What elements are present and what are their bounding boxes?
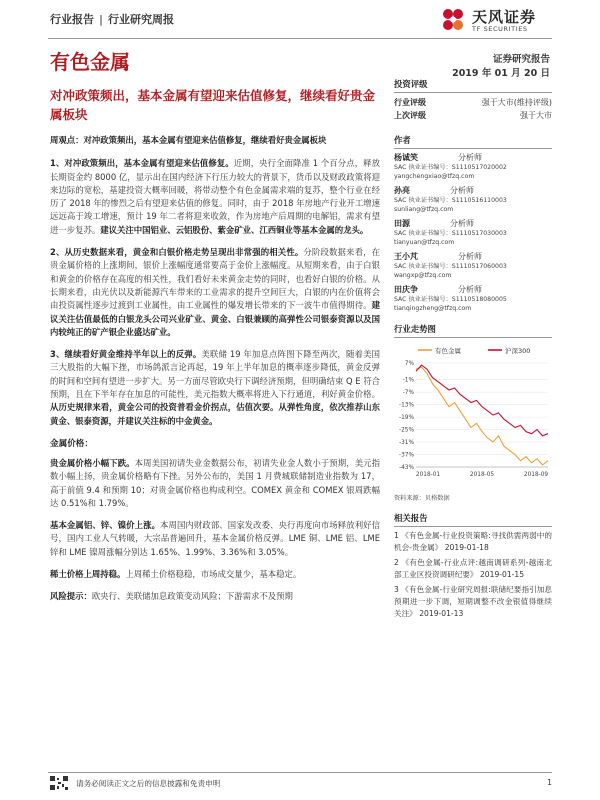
analyst-role: 分析师	[458, 252, 482, 261]
analyst-email[interactable]: wangxp@tfzq.com	[394, 272, 452, 279]
y-tick-label: -13%	[399, 402, 414, 409]
risk-paragraph	[50, 590, 380, 603]
industry-rating-label: 行业评级	[394, 98, 426, 107]
paragraph-3-head: 3、继续看好黄金维持半年以上的反弹。	[50, 349, 202, 360]
page-header	[0, 0, 600, 42]
legend-label: 有色金属	[435, 347, 461, 355]
analyst-certificate: SAC 执业证书编号：S1110516110003	[394, 197, 507, 204]
tf-securities-logo	[438, 3, 568, 37]
precious-metal-paragraph	[50, 457, 380, 510]
disclaimer-notice: 请务必阅读正文之后的信息披露和免责申明	[76, 779, 221, 788]
analyst-role: 分析师	[458, 153, 482, 162]
page-number: 1	[547, 778, 552, 787]
analyst-name: 孙亮	[394, 186, 410, 195]
analyst-name: 田源	[394, 219, 410, 228]
related-report-item[interactable]: 1 《有色金属-行业投资策略:寻找供需两弱中的机会-贵金属》 2019-01-18	[394, 531, 552, 552]
related-report-item[interactable]: 3 《有色金属-行业研究周报:联储纪要指引加息预期进一步下调，短期调整不改金银值得继续关注》 2019-01-13	[394, 585, 552, 618]
report-date: 2019 年 01 月 20 日	[452, 68, 550, 79]
related-report-list	[394, 530, 552, 620]
base-metal-text: 本周国内财政部、国家发改委、央行再度向市场释放利好信号，国内工业人气转暖，大宗品普遍回升，基本金属价格反弹。LME 铜、LME 铝、LME 锌和 LME 镍周涨幅分别达 1.65%、1.99%、3.36%和 3.05%。	[50, 520, 380, 557]
analyst-certificate: SAC 执业证书编号：S1110517060003	[394, 263, 507, 270]
analyst-entry	[394, 251, 552, 280]
analyst-entry	[394, 185, 552, 214]
logo-chinese-name: 天风证券	[472, 8, 537, 26]
breadcrumb	[50, 11, 174, 27]
metal-price-heading: 金属价格：	[50, 438, 93, 449]
report-headline: 对冲政策频出，基本金属有望迎来估值修复，继续看好贵金属板块	[50, 88, 376, 122]
header-divider	[48, 38, 552, 39]
rating-heading: 投资评级	[394, 78, 552, 93]
series-line	[416, 365, 548, 436]
analyst-entry	[394, 284, 552, 313]
industry-rating-row	[394, 96, 552, 109]
analyst-name-row	[394, 284, 552, 295]
paragraph-2	[50, 246, 380, 339]
analyst-certificate: SAC 执业证书编号：S1110517020002	[394, 164, 507, 171]
paragraph-3	[50, 348, 380, 428]
x-tick-label: 2018-05	[469, 472, 495, 478]
related-report-item[interactable]: 2 《有色金属-行业点评:越南调研系列-越南北部工业区投资调研纪要》 2019-01-15	[394, 558, 552, 579]
precious-metal-head: 贵金属价格小幅下跌。	[50, 457, 135, 468]
x-tick-label: 2018-01	[415, 472, 441, 478]
paragraph-1-tail: 建议关注中国铝业、云铝股份、紫金矿业、江西铜业等基本金属的龙头。	[100, 224, 369, 235]
page-footer	[50, 776, 552, 792]
previous-rating-label: 上次评级	[394, 111, 426, 120]
y-tick-label: -25%	[399, 427, 414, 434]
paragraph-3-tail: 从历史规律来看，黄金公司的投资普看金价拐点，估值次要。从弹性角度，依次推荐山东黄金、银泰资源，并建议关注标的中金黄金。	[50, 402, 380, 426]
analyst-name: 田庆争	[394, 285, 418, 294]
paragraph-2-head: 2、从历史数据来看，黄金和白银价格走势呈现出非常强的相关性。	[50, 247, 304, 258]
industry-trend-chart	[394, 341, 552, 491]
analyst-name: 杨诚笑	[394, 153, 418, 162]
analyst-role: 分析师	[450, 219, 474, 228]
x-tick-label: 2018-09	[523, 472, 549, 478]
y-tick-label: -7%	[402, 390, 414, 397]
analyst-name-row	[394, 251, 552, 262]
industry-rating-value: 强于大市(维持评级)	[481, 98, 552, 107]
series-line	[416, 367, 548, 465]
analyst-certificate: SAC 执业证书编号：S1110517030003	[394, 230, 507, 237]
crumb-industry-report: 行业报告	[50, 13, 94, 26]
previous-rating-row	[394, 109, 552, 122]
base-metal-head: 基本金属铝、锌、镍价上涨。	[50, 520, 161, 531]
rare-earth-paragraph	[50, 568, 380, 581]
related-reports-heading: 相关报告	[394, 512, 552, 527]
main-body	[50, 134, 380, 613]
logo-english-name: TF SECURITIES	[472, 25, 528, 33]
rare-earth-text: 上周稀土价格稳稳，市场成交量少，基本稳定。	[125, 569, 302, 580]
weekly-view: 周观点：对冲政策频出，基本金属有望迎来估值修复，继续看好贵金属板块	[50, 135, 327, 145]
analyst-email[interactable]: sunliang@tfzq.com	[394, 206, 454, 213]
chart-source: 资料来源：贝格数据	[394, 495, 450, 502]
analyst-name: 王小芃	[394, 252, 418, 261]
author-list	[394, 152, 552, 313]
sector-title: 有色金属	[50, 50, 130, 74]
y-tick-label: -37%	[399, 452, 414, 459]
rare-earth-head: 稀土价格上周持稳。	[50, 569, 126, 580]
sidebar	[394, 78, 552, 623]
report-type: 证券研究报告	[492, 54, 550, 65]
legend-label: 沪深300	[505, 347, 531, 355]
paragraph-1-head: 1、对冲政策频出，基本金属有望迎来估值修复。	[50, 158, 234, 169]
analyst-certificate: SAC 执业证书编号：S1110518080005	[394, 296, 507, 303]
paragraph-1	[50, 157, 380, 237]
base-metal-paragraph	[50, 519, 380, 559]
analyst-email[interactable]: yangchengxiao@tfzq.com	[394, 173, 475, 180]
paragraph-2-tail: 建议关注估值最低的白银龙头公司兴业矿业、黄金、白银兼顾的高弹性公司银泰资源以及国内较纯正的矿产银企业盛达矿业。	[50, 300, 380, 337]
crumb-separator: |	[99, 13, 104, 26]
analyst-email[interactable]: tianyuan@tfzq.com	[394, 239, 455, 246]
previous-rating-value: 强于大市	[520, 111, 552, 120]
trend-chart-svg	[394, 341, 552, 491]
analyst-entry	[394, 152, 552, 181]
risk-head: 风险提示：	[50, 591, 92, 602]
analyst-role: 分析师	[458, 285, 482, 294]
qr-code-icon	[50, 776, 68, 790]
chart-heading: 行业走势图	[394, 323, 552, 338]
paragraph-3-text: 美联储 19 年加息点阵图下降至两次，随着美国三大股指的大幅下挫，市场鸽派言论再起，19 年上半年加息的概率逐步降低，黄金反弹的时间和空间有望进一步扩大。另一方面尽管欧央行下调经济预期，但明确结束 Q E 符合预期，且在下半年存在加息的可能性，美元指数大概率将进入下行通道，利好黄金价格。	[50, 349, 380, 400]
footer-divider	[48, 772, 552, 773]
analyst-name-row	[394, 152, 552, 163]
risk-text: 欧央行、美联储加息政策变动风险；下游需求不及预期	[91, 591, 293, 602]
analyst-role: 分析师	[450, 186, 474, 195]
precious-metal-text: 本周美国初请失业金数据公布，初请失业金人数小于预期，美元指数小幅上扬，贵金属价格略有下挫。另外公布的，美国 1 月费城联储制造业指数为 17，高于前值 9.4 和预期 10；对贵金属价格也构成利空。COMEX 黄金和 COMEX 银周跌幅达 0.51%和 1.79%。	[50, 457, 381, 508]
paragraph-1-text: 近期，央行全面降准 1 个百分点，释放长期资金约 8000 亿，显示出在国内经济下行压力较大的背景下，货币以及财政政策将迎来边际的宽松，基建投资大概率回暖，将带动整个有色金属需求端的复苏，整个行业在经历了 2018 年的惨烈之后有望迎来估值的修复。同时，由于 2018 年房地产行业开工增速远远高于竣工增速，预计 19 年二者将迎来收敛，作为房地产后周期的电解铝，需求有望进一步复苏。	[50, 158, 381, 235]
y-tick-label: -43%	[399, 465, 414, 471]
y-tick-label: -19%	[399, 415, 414, 422]
y-tick-label: -1%	[402, 377, 414, 384]
analyst-email[interactable]: tianqingzheng@tfzq.com	[394, 305, 472, 312]
paragraph-2-text: 分阶段数据来看，在贵金属价格的上涨期间，银价上涨幅度通常要高于金价上涨幅度。从短期来看，由于白银和黄金的价格存在高度的相关性，我们看好未来黄金走势的同时，也看好白银的价格。从长期来看，由光伏以及新能源汽车带来的工业需求的提升空间巨大，白银的内在价值将会由投资属性逐步过渡到工业属性，由工业属性的爆发增长带来的下一波牛市值得期待。	[50, 247, 381, 311]
crumb-weekly: 行业研究周报	[108, 13, 175, 26]
y-tick-label: -31%	[399, 440, 414, 447]
analyst-entry	[394, 218, 552, 247]
logo-mark-icon	[438, 5, 468, 35]
analyst-name-row	[394, 218, 552, 229]
author-heading: 作者	[394, 134, 552, 149]
analyst-name-row	[394, 185, 552, 196]
y-tick-label: 7%	[404, 361, 414, 367]
